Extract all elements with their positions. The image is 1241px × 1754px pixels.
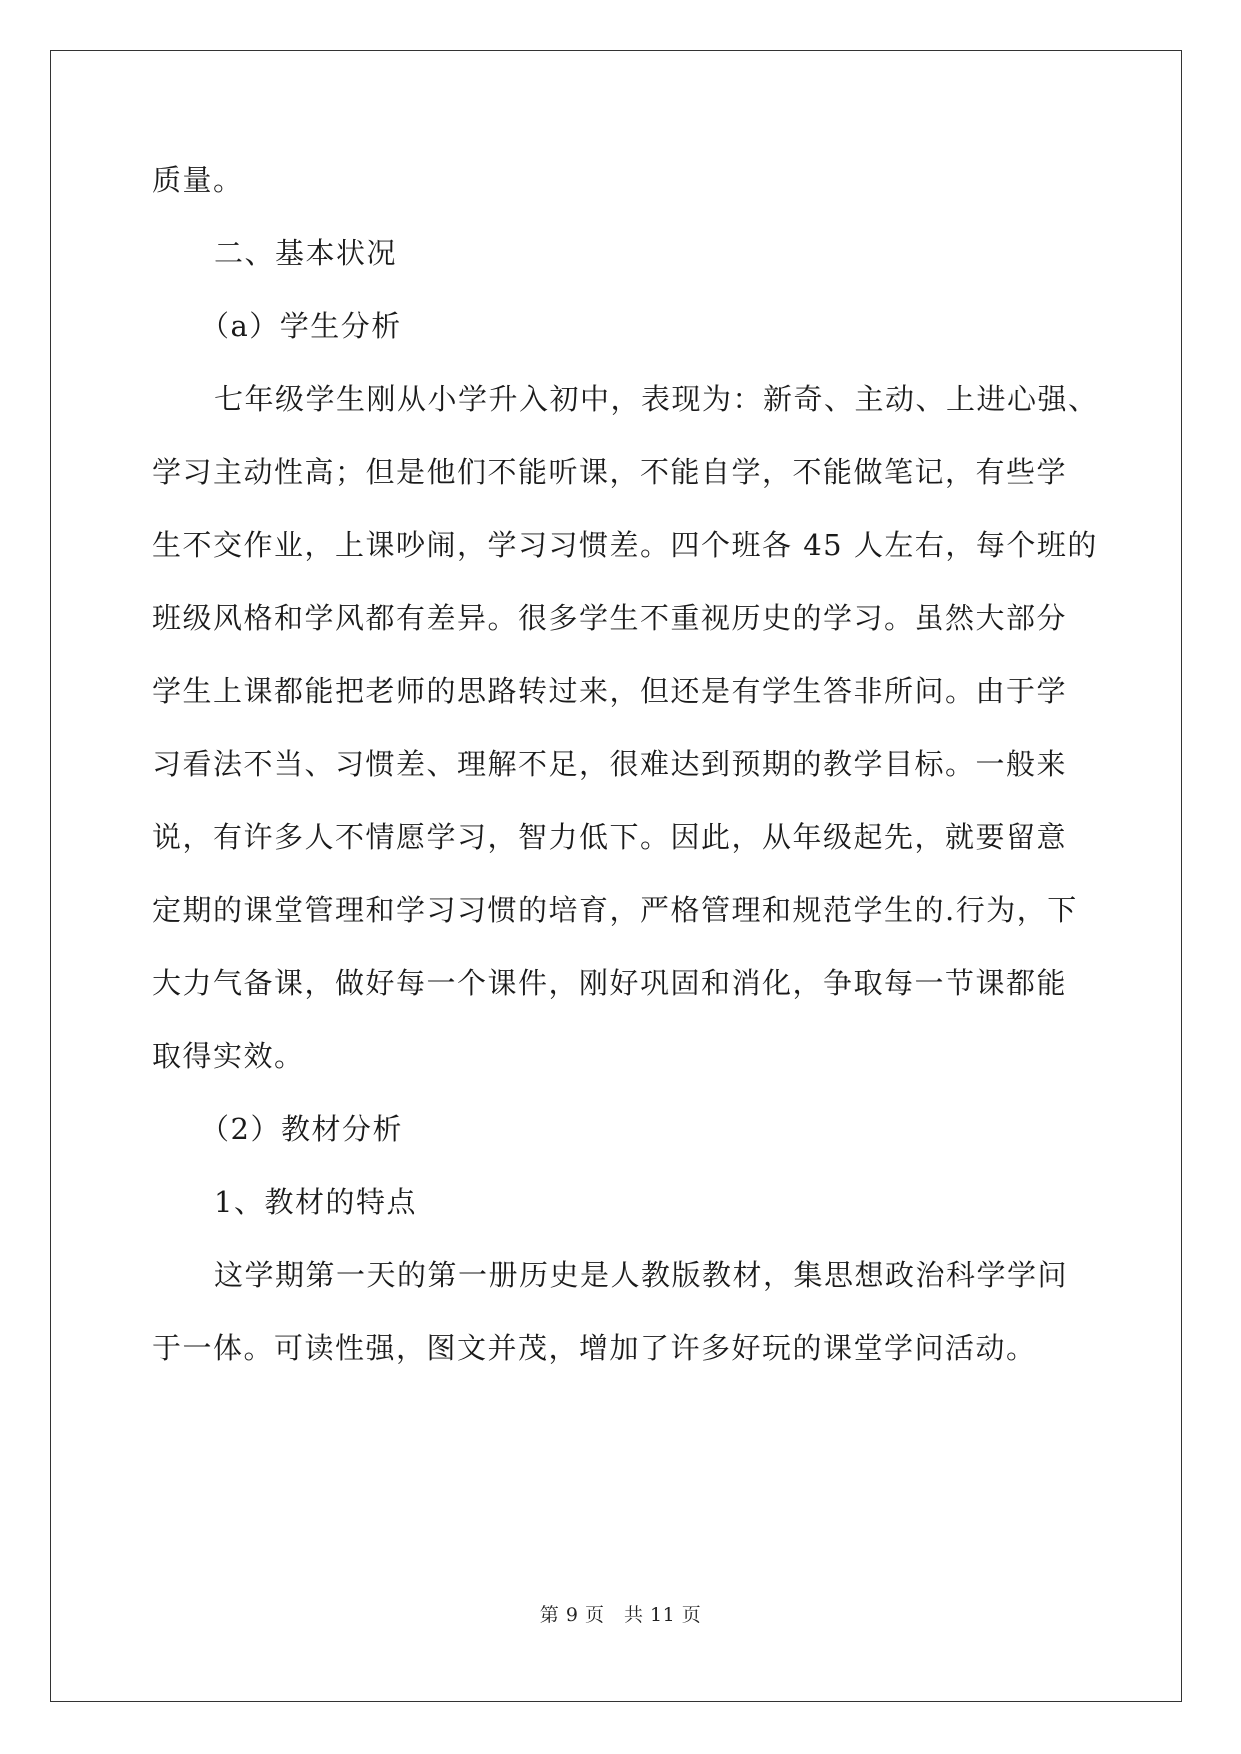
paragraph-line: 质量。 <box>152 163 244 197</box>
paragraph-line: 七年级学生刚从小学升入初中，表现为：新奇、主动、上进心强、 <box>214 382 1099 416</box>
subsection-heading: （2）教材分析 <box>200 1112 403 1146</box>
paragraph-line: 定期的课堂管理和学习习惯的培育，严格管理和规范学生的.行为，下 <box>152 893 1078 927</box>
subsection-heading: 1、教材的特点 <box>214 1185 417 1219</box>
section-heading: 二、基本状况 <box>214 236 398 270</box>
paragraph-line: 这学期第一天的第一册历史是人教版教材，集思想政治科学学问 <box>214 1258 1069 1292</box>
paragraph-line: 学生上课都能把老师的思路转过来，但还是有学生答非所问。由于学 <box>152 674 1068 708</box>
paragraph-line: 学习主动性高；但是他们不能听课，不能自学，不能做笔记，有些学 <box>152 455 1068 489</box>
page-number-footer: 第 9 页 共 11 页 <box>539 1604 702 1626</box>
paragraph-line: 习看法不当、习惯差、理解不足，很难达到预期的教学目标。一般来 <box>152 747 1068 781</box>
paragraph-line: 大力气备课，做好每一个课件，刚好巩固和消化，争取每一节课都能 <box>152 966 1068 1000</box>
paragraph-line: 取得实效。 <box>152 1039 305 1073</box>
subsection-heading: （a）学生分析 <box>200 309 402 343</box>
page-border <box>50 50 1182 1702</box>
paragraph-line: 班级风格和学风都有差异。很多学生不重视历史的学习。虽然大部分 <box>152 601 1068 635</box>
paragraph-line: 生不交作业，上课吵闹，学习习惯差。四个班各 45 人左右，每个班的 <box>152 528 1098 562</box>
paragraph-line: 于一体。可读性强，图文并茂，增加了许多好玩的课堂学问活动。 <box>152 1331 1037 1365</box>
paragraph-line: 说，有许多人不情愿学习，智力低下。因此，从年级起先，就要留意 <box>152 820 1068 854</box>
